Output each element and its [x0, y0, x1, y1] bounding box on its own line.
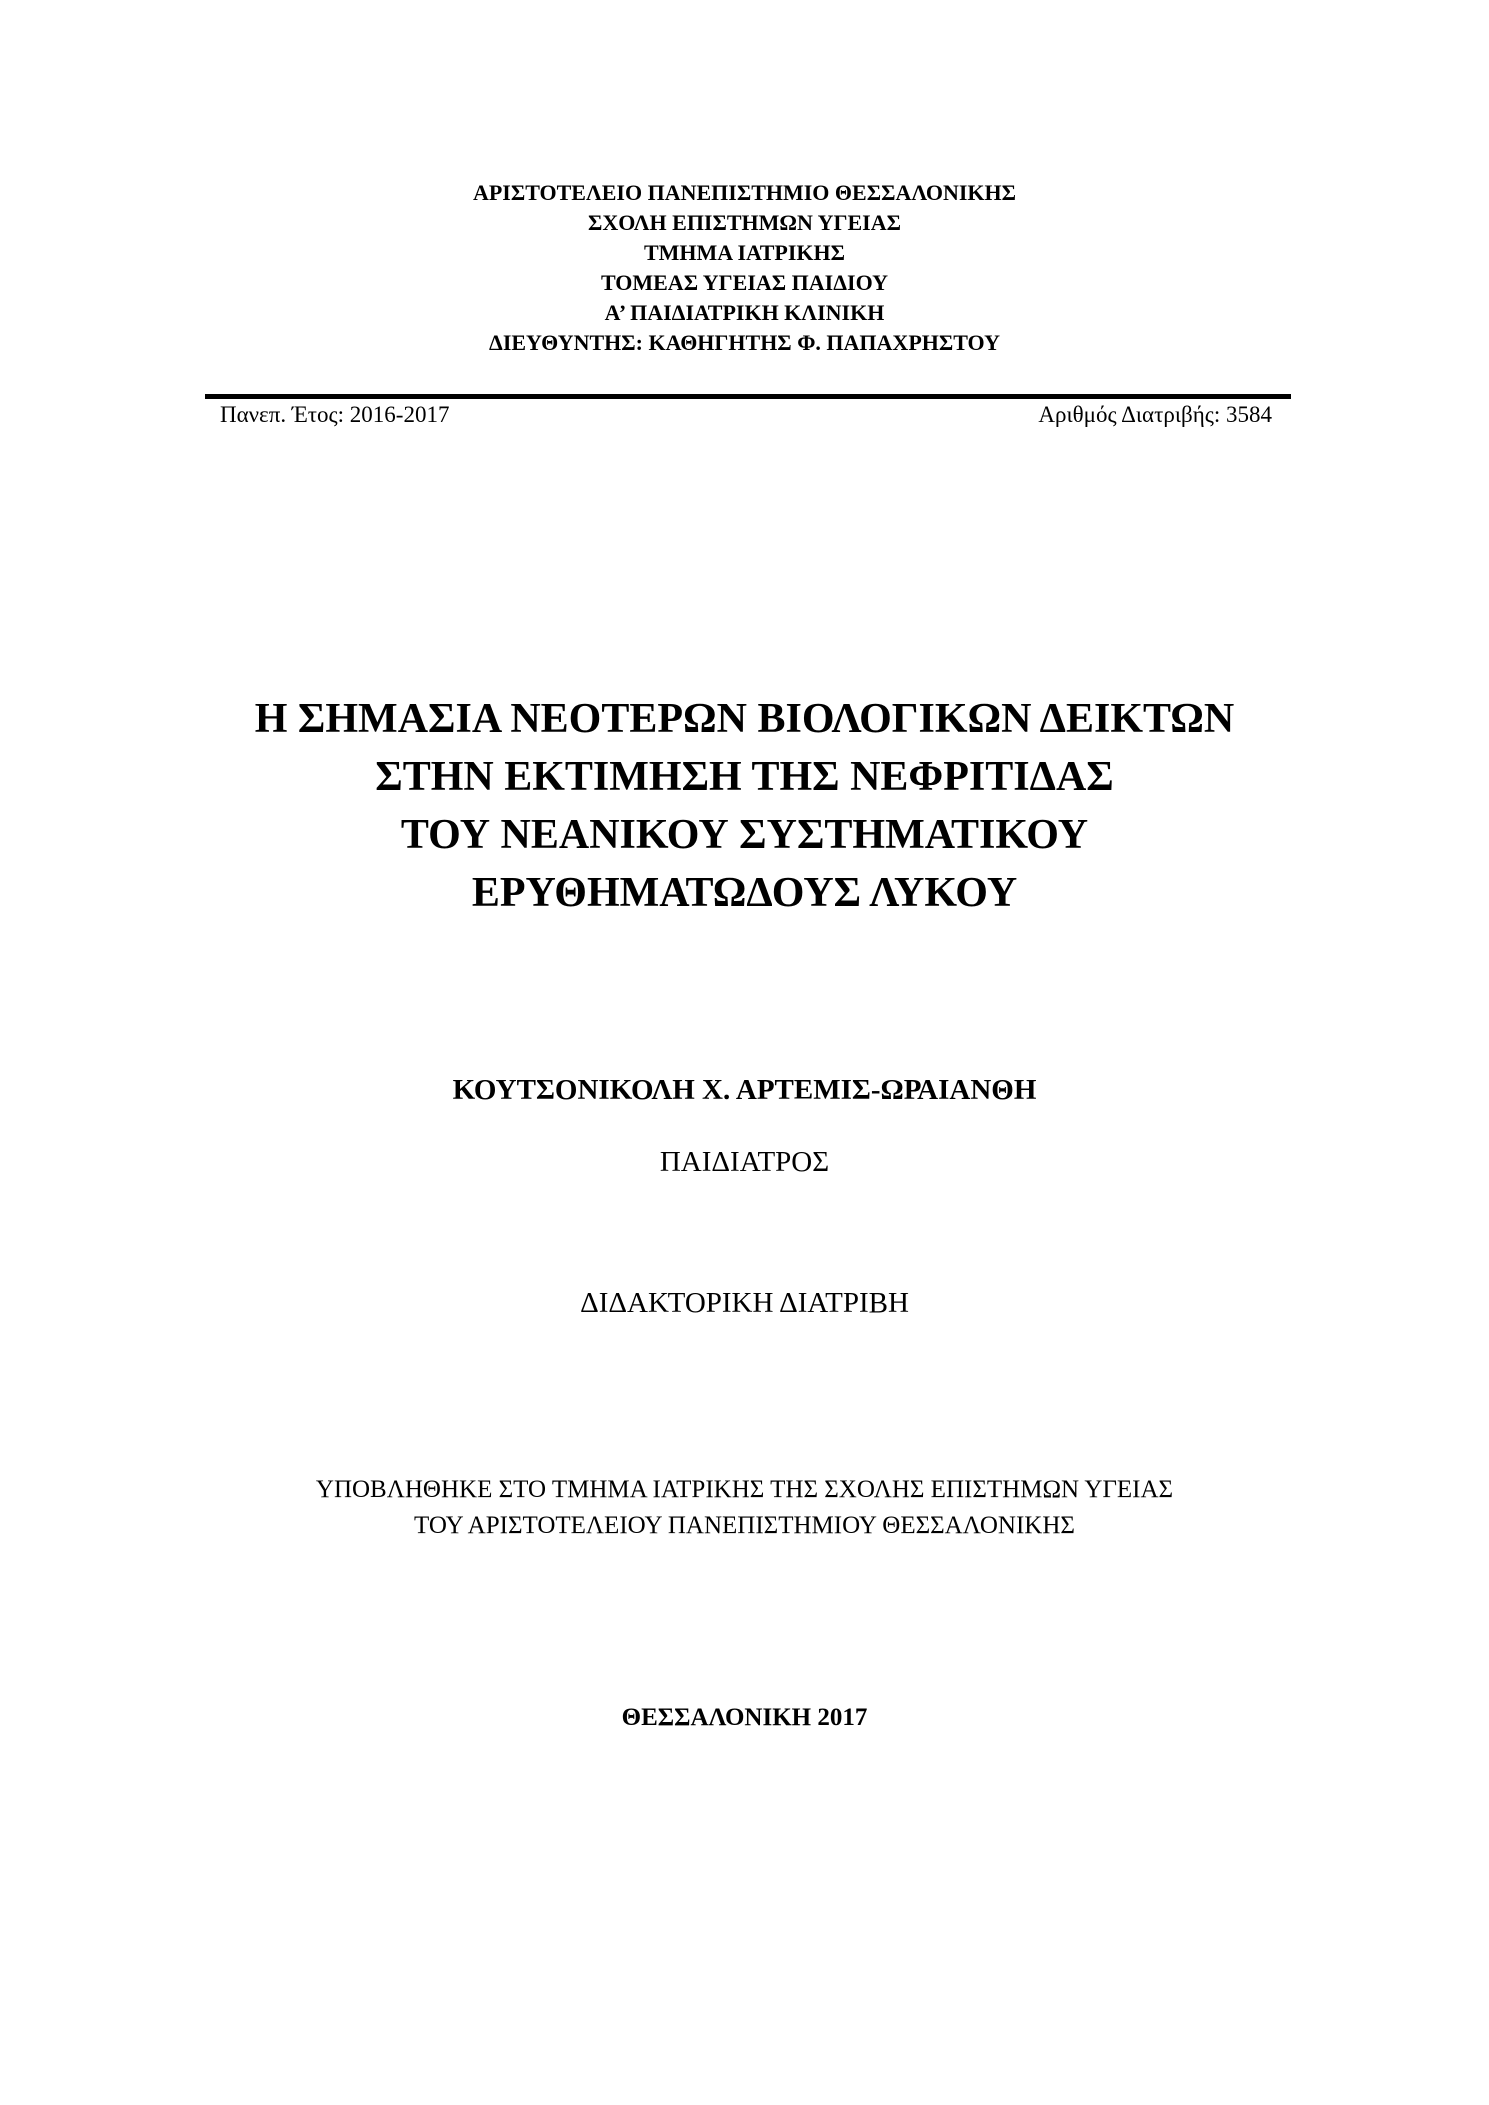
- department-name: ΤΜΗΜΑ ΙΑΤΡΙΚΗΣ: [643, 240, 846, 265]
- thesis-number: Αριθμός Διατριβής: 3584: [1038, 402, 1272, 427]
- author-name: ΚΟΥΤΣΟΝΙΚΟΛΗ Χ. ΑΡΤΕΜΙΣ-ΩΡΑΙΑΝΘΗ: [452, 1074, 1037, 1106]
- document-type: ΔΙΔΑΚΤΟΡΙΚΗ ΔΙΑΤΡΙΒΗ: [580, 1287, 909, 1319]
- sector-name: ΤΟΜΕΑΣ ΥΓΕΙΑΣ ΠΑΙΔΙΟΥ: [600, 270, 889, 295]
- thesis-title: [0, 690, 1489, 922]
- submission-statement: [0, 1472, 1489, 1544]
- submission-line: ΥΠΟΒΛΗΘΗΚΕ ΣΤΟ ΤΜΗΜΑ ΙΑΤΡΙΚΗΣ ΤΗΣ ΣΧΟΛΗΣ ΕΠΙΣΤΗΜΩΝ ΥΓΕΙΑΣ: [315, 1476, 1174, 1503]
- title-line: ΕΡΥΘΗΜΑΤΩΔΟΥΣ ΛΥΚΟΥ: [471, 870, 1018, 916]
- academic-year: Πανεπ. Έτος: 2016-2017: [220, 402, 450, 427]
- header-divider: [205, 394, 1291, 399]
- school-name: ΣΧΟΛΗ ΕΠΙΣΤΗΜΩΝ ΥΓΕΙΑΣ: [587, 210, 902, 235]
- institution-header: [0, 178, 1489, 358]
- meta-row: [220, 400, 1272, 430]
- author-profession: ΠΑΙΔΙΑΤΡΟΣ: [659, 1146, 830, 1178]
- place-and-year: ΘΕΣΣΑΛΟΝΙΚΗ 2017: [621, 1704, 868, 1731]
- title-line: ΣΤΗΝ ΕΚΤΙΜΗΣΗ ΤΗΣ ΝΕΦΡΙΤΙΔΑΣ: [375, 754, 1114, 800]
- submission-line: ΤΟΥ ΑΡΙΣΤΟΤΕΛΕΙΟΥ ΠΑΝΕΠΙΣΤΗΜΙΟΥ ΘΕΣΣΑΛΟΝΙΚΗΣ: [414, 1512, 1075, 1539]
- director-line: ΔΙΕΥΘΥΝΤΗΣ: ΚΑΘΗΓΗΤΗΣ Φ. ΠΑΠΑΧΡΗΣΤΟΥ: [489, 330, 1000, 355]
- clinic-name: Α’ ΠΑΙΔΙΑΤΡΙΚΗ ΚΛΙΝΙΚΗ: [604, 300, 885, 325]
- title-line: Η ΣΗΜΑΣΙΑ ΝΕΟΤΕΡΩΝ ΒΙΟΛΟΓΙΚΩΝ ΔΕΙΚΤΩΝ: [254, 696, 1235, 742]
- university-name: ΑΡΙΣΤΟΤΕΛΕΙΟ ΠΑΝΕΠΙΣΤΗΜΙΟ ΘΕΣΣΑΛΟΝΙΚΗΣ: [472, 180, 1017, 205]
- title-line: ΤΟΥ ΝΕΑΝΙΚΟΥ ΣΥΣΤΗΜΑΤΙΚΟΥ: [400, 812, 1089, 858]
